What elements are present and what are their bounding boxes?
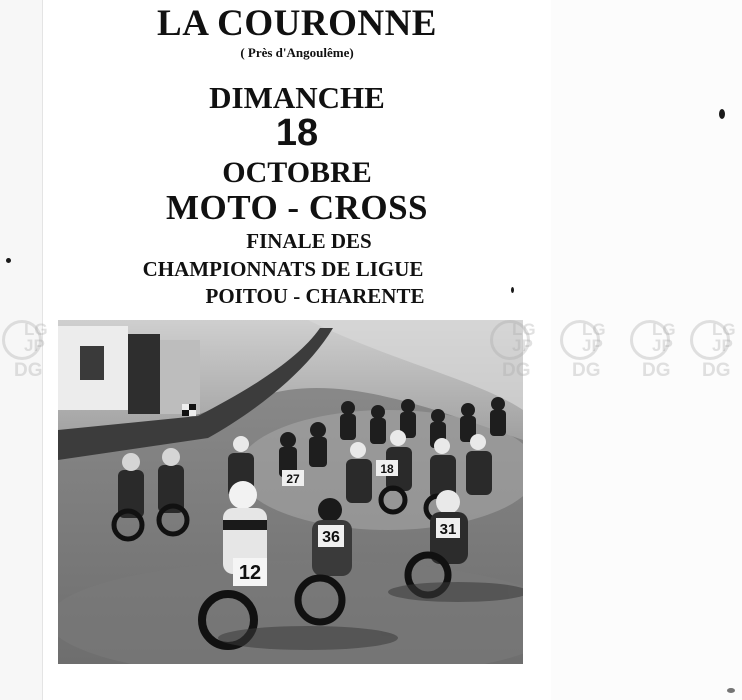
bike-number-31: 31 (439, 521, 457, 538)
poster-title: LA COURONNE (157, 3, 437, 44)
bike-number-36: 36 (322, 529, 340, 546)
watermark-logo: LG JP DG (2, 320, 62, 384)
bike-number-27: 27 (286, 472, 300, 486)
poster-subtitle: ( Près d'Angoulême) (240, 45, 354, 60)
poster-line-championnats: CHAMPIONNATS DE LIGUE (142, 257, 424, 281)
watermark-logo: LG JP DG (560, 320, 620, 384)
watermark-logo: LG JP DG (490, 320, 550, 384)
poster-day: DIMANCHE (209, 80, 385, 115)
scan-speck (727, 688, 735, 693)
poster-event: MOTO - CROSS (165, 188, 429, 227)
watermark-logo: LG JP DG (630, 320, 690, 384)
scan-speck (719, 109, 725, 119)
motocross-photo-drawing (58, 320, 523, 664)
bike-number-18: 18 (380, 462, 394, 476)
scan-speck (6, 258, 11, 263)
bike-number-12: 12 (238, 562, 262, 584)
poster-date: 18 (275, 112, 319, 154)
poster-sheet (42, 0, 552, 700)
motocross-race-photo (58, 320, 523, 664)
poster-line-finale: FINALE DES (246, 229, 372, 253)
poster-month: OCTOBRE (222, 156, 372, 189)
watermark-logo: LG JP DG (690, 320, 740, 384)
scan-speck (511, 287, 514, 293)
poster-line-region: POITOU - CHARENTE (205, 284, 425, 308)
